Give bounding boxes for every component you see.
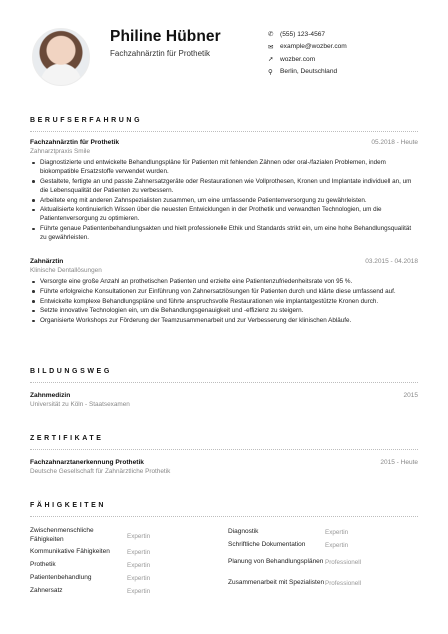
skill-level: Expertin xyxy=(127,548,151,556)
education-date: 2015 xyxy=(403,392,418,399)
skill-level: Expertin xyxy=(325,529,349,536)
section-divider xyxy=(30,131,418,132)
certificate-issuer: Deutsche Gesellschaft für Zahnärztliche Prothetik xyxy=(30,467,171,475)
job-bullet: Führte erfolgreiche Konsultationen zur Einführung von Zahnersatzlösungen für Patienten durch und klärte diese umfassend auf. xyxy=(30,287,418,296)
job-bullet: Diagnostizierte und entwickelte Behandlungspläne für Patienten mit fehlenden Zähnen oder oral-/fazialen Problemen, indem biokompatible Ersatzstoffe verwendet wurden. xyxy=(30,158,418,176)
skill-level: Professionell xyxy=(325,580,362,587)
skill-item xyxy=(30,526,150,546)
job-date: 05.2018 - Heute xyxy=(371,139,418,146)
skill-name: Schriftliche Dokumentation xyxy=(228,541,306,549)
skill-level: Expertin xyxy=(127,532,151,540)
contact-email-text[interactable]: example@wozber.com xyxy=(280,43,347,51)
skill-item xyxy=(30,559,150,572)
skill-item xyxy=(30,585,150,598)
link-icon: ➚ xyxy=(268,56,274,64)
person-name: Philine Hübner xyxy=(110,28,221,45)
email-icon: ✉ xyxy=(268,43,274,51)
job-bullets xyxy=(30,277,418,325)
contact-website-text[interactable]: wozber.com xyxy=(280,55,316,63)
job-bullet: Gestaltete, fertigte an und passte Zahnersatzgeräte oder Restaurationen wie Vollprothesen, Kronen und Implantate individuell an, um die Lebensqualität der Patienten zu verbessern. xyxy=(30,177,418,195)
education-title: Zahnmedizin xyxy=(30,392,71,399)
contact-list xyxy=(268,28,347,78)
contact-location-text: Berlin, Deutschland xyxy=(280,68,338,76)
skill-level: Expertin xyxy=(127,587,151,595)
section-divider xyxy=(30,382,418,383)
skill-name: Zusammenarbeit mit Spezialisten xyxy=(228,579,325,587)
skill-item xyxy=(228,552,361,573)
section-title-skills: FÄHIGKEITEN xyxy=(30,502,107,509)
section-divider xyxy=(30,449,418,450)
section-title-education: BILDUNGSWEG xyxy=(30,368,112,375)
profile-photo xyxy=(32,28,90,86)
experience-entry xyxy=(30,258,418,326)
contact-email[interactable] xyxy=(268,41,347,54)
skill-item xyxy=(30,546,150,559)
job-role: Fachzahnärztin für Prothetik xyxy=(110,49,211,58)
job-bullet: Organisierte Workshops zur Förderung der Teamzusammenarbeit und zur Verbesserung der klinischen Abläufe. xyxy=(30,316,418,325)
section-title-experience: BERUFSERFAHRUNG xyxy=(30,117,143,124)
job-title: Fachzahnärztin für Prothetik xyxy=(30,139,120,146)
certificate-title: Fachzahnarztanerkennung Prothetik xyxy=(30,459,144,466)
skill-name: Planung von Behandlungsplänen xyxy=(228,558,324,566)
skill-name: Diagnostik xyxy=(228,528,259,536)
skills-column-right xyxy=(228,526,361,594)
section-divider xyxy=(30,516,418,517)
education-entry xyxy=(30,392,418,408)
job-bullet: Setzte innovative Technologien ein, um die Behandlungsgenauigkeit und -effizienz zu steigern. xyxy=(30,306,418,315)
certificate-date: 2015 - Heute xyxy=(380,459,418,466)
contact-phone xyxy=(268,28,347,41)
skill-item xyxy=(228,526,361,539)
skill-name: Zahnersatz xyxy=(30,586,63,594)
skill-item xyxy=(30,572,150,585)
job-company: Zahnarztpraxis Smile xyxy=(30,147,91,155)
skill-level: Expertin xyxy=(325,542,349,549)
skill-level: Professionell xyxy=(325,559,362,566)
contact-website[interactable] xyxy=(268,53,347,66)
experience-entry xyxy=(30,139,418,243)
resume-header xyxy=(0,0,448,100)
job-bullet: Arbeitete eng mit anderen Zahnspezialisten zusammen, um eine umfassende Patientenversorgung zu gewährleisten. xyxy=(30,196,418,205)
skill-item xyxy=(228,539,361,552)
job-bullet: Entwickelte komplexe Behandlungspläne und führte anspruchsvolle Restaurationen wie implantatgestützte Kronen durch. xyxy=(30,297,418,306)
skill-name: Zwischenmenschliche Fähigkeiten xyxy=(30,527,94,543)
job-title: Zahnärztin xyxy=(30,258,64,265)
job-bullet: Führte genaue Patientenbehandlungsakten und hielt professionelle Ethik und Standards strikt ein, um eine hohe Behandlungsqualität zu gewährleisten. xyxy=(30,224,418,242)
skill-level: Expertin xyxy=(127,574,151,582)
skill-name: Prothetik xyxy=(30,560,56,568)
section-title-certificates: ZERTIFIKATE xyxy=(30,435,104,442)
job-bullets xyxy=(30,158,418,242)
skill-name: Patientenbehandlung xyxy=(30,573,92,581)
job-bullet: Aktualisierte kontinuierlich Wissen über die neuesten Entwicklungen in der Prothetik und verwandten Technologien, um die Patientenversorgung zu optimieren. xyxy=(30,205,418,223)
skill-level: Expertin xyxy=(127,561,151,569)
phone-icon: ✆ xyxy=(268,31,274,39)
skill-name: Kommunikative Fähigkeiten xyxy=(30,547,110,555)
job-date: 03.2015 - 04.2018 xyxy=(365,258,418,265)
job-bullet: Versorgte eine große Anzahl an prothetischen Patienten und erzielte eine Patientenzufriedenheitsrate von 95 %. xyxy=(30,277,418,286)
skills-column-left xyxy=(30,526,150,598)
certificate-entry xyxy=(30,459,418,475)
education-institution: Universität zu Köln - Staatsexamen xyxy=(30,400,130,408)
location-pin-icon: ⚲ xyxy=(268,68,273,76)
contact-location xyxy=(268,66,347,79)
skill-item xyxy=(228,573,361,594)
job-company: Klinische Dentallösungen xyxy=(30,266,102,274)
contact-phone-text: (555) 123-4567 xyxy=(280,30,326,38)
